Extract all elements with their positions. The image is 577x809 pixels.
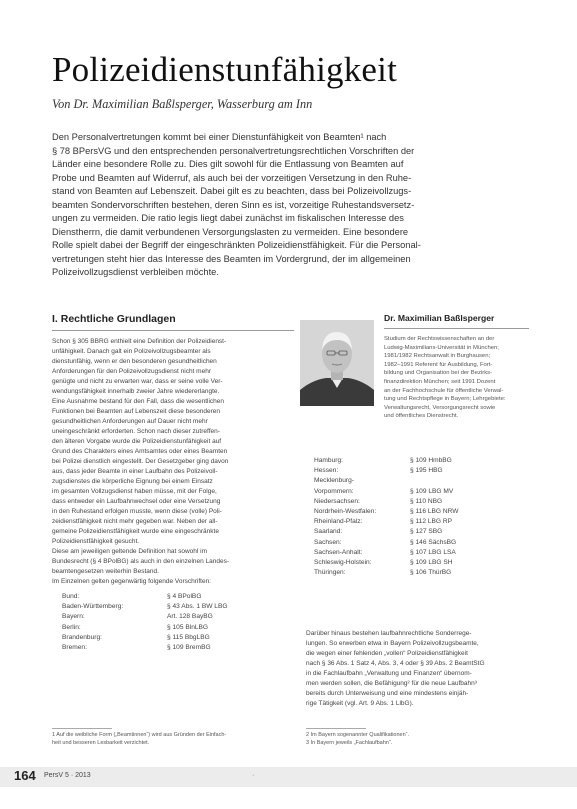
state-name: Vorpommern: (314, 487, 354, 495)
body-line: Im Einzelnen gelten gegenwärtig folgende Vorschriften: (52, 578, 211, 585)
table-row (306, 517, 459, 527)
body-line: Polizeidienstfähigkeit gesucht. (52, 538, 140, 545)
intro-line: beamten Sondervorschriften bestehen, deren Sinn es ist, vorzeitige Ruhestandsversetz- (52, 199, 415, 210)
body-line: uneingeschränkt erforderten. Schon nach dieser zutreffen- (52, 428, 220, 435)
section-body (52, 337, 294, 587)
footnote-rule-right (306, 728, 366, 729)
body-line: rige Tätigkeit (vgl. Art. 9 Abs. 1 LlbG). (306, 700, 414, 707)
state-name: Berlin: (62, 623, 81, 631)
intro-paragraph (52, 131, 522, 280)
footnotes-left (52, 732, 226, 747)
intro-line: Polizeivollzugsdienst verbleiben möchte. (52, 267, 219, 277)
author-name: Dr. Maximilian Baßlsperger (384, 313, 529, 329)
article-byline: Von Dr. Maximilian Baßlsperger, Wasserburg am Inn (52, 97, 313, 111)
law-ref: § 127 SBG (410, 528, 443, 536)
footnote-line: 2 Im Bayern sogenannter Qualifikationen“. (306, 732, 410, 738)
body-line: im gesamten Vollzugsdienst haben müsse, mit der Folge, (52, 488, 217, 495)
bio-line: bildung und Organisation bei der Bezirks- (384, 370, 493, 377)
state-name: Bayern: (62, 613, 85, 621)
intro-line: stand von Beamten auf Lebenszeit. Dabei gilt es zu beachten, dass bei Polizeivollzugs- (52, 186, 412, 196)
table-row (306, 497, 459, 507)
body-line: dass entweder ein Laufbahnwechsel oder eine Versetzung (52, 498, 221, 505)
table-row (52, 623, 227, 633)
body-line: dienstunfähig, wenn er den besonderen gesundheitlichen (52, 358, 217, 365)
law-ref: Art. 128 BayBG (167, 613, 213, 621)
body-line: gemeine Polizeidienstfähigkeit wurde eine eingeschränkte (52, 528, 219, 535)
body-line: zeidienstfähigkeit nicht mehr gegeben war. Neben der all- (52, 518, 218, 525)
body-line: lungen. So erwerben etwa in Bayern Polizeivollzugsbeamte, (306, 640, 479, 647)
state-name: Thüringen: (314, 569, 346, 577)
state-name: Brandenburg: (62, 633, 102, 641)
law-ref: § 110 NBG (410, 497, 443, 505)
footnote-line: 1 Auf die weibliche Form („Beamtinnen“) wird aus Gründen der Einfach- (52, 732, 227, 738)
law-ref: § 4 BPolBG (167, 593, 202, 600)
intro-line: § 78 BPersVG und den entsprechenden personalvertretungsrechtlichen Vorschriften der (52, 145, 415, 156)
intro-line: Probe und Beamten auf Widerruf, als auch bei der vorzeitigen Versetzung in den Ruhe- (52, 172, 412, 183)
table-row (306, 527, 459, 537)
footnote-rule-left (52, 728, 112, 729)
bio-line: Verwaltungsrecht, Versorgungsrecht sowie (384, 404, 496, 411)
table-row (306, 568, 459, 578)
body-line: Grund des Charakters eines Amtsamtes oder eines Beamten (52, 448, 228, 455)
law-ref: § 112 LBG RP (410, 518, 453, 526)
section-heading: I. Rechtliche Grundlagen (52, 313, 294, 331)
body-line: die wegen einer fehlenden „vollen“ Polizeidienstfähigkeit (306, 650, 468, 657)
table-row (306, 476, 459, 486)
author-photo (300, 320, 374, 406)
body-line: den älteren Vorgabe wurde die Polizeidienstunfähigkeit auf (52, 438, 222, 445)
state-name: Schleswig-Holstein: (314, 559, 372, 567)
table-row (52, 633, 227, 643)
intro-line: vertretungen steht hier das Interesse des Beamten im Vordergrund, der im allgemeinen (52, 253, 411, 264)
body-line: Bundesrecht (§ 4 BPolBG) als auch in den einzelnen Landes- (52, 558, 230, 565)
intro-line: Den Personalvertretungen kommt bei einer Dienstunfähigkeit von Beamten¹ nach (52, 132, 387, 142)
law-table-left (52, 592, 227, 653)
state-name: Nordrhein-Westfalen: (314, 508, 377, 516)
intro-line: ungen zu vermeiden. Die ratio legis liegt dabei zunächst im fiskalischen Interesse des (52, 213, 404, 223)
journal-issue: PersV 5 · 2013 (44, 772, 91, 779)
bio-line: finanzdirektion München; seit 1991 Dozent (384, 378, 496, 385)
law-ref (402, 476, 459, 486)
state-name: Sachsen: (314, 538, 342, 546)
body-line: nach § 36 Abs. 1 Satz 4, Abs. 3, 4 oder § 39 Abs. 2 BeamtStG (306, 660, 485, 667)
bio-line: an der Fachhochschule für öffentliche Verwal- (384, 387, 504, 394)
law-table-right (306, 456, 459, 578)
author-box (384, 313, 529, 421)
table-row (306, 487, 459, 497)
body-line: beamtengesetzen weiterhin Bestand. (52, 568, 159, 575)
body-line: Schon § 305 BBRG enthielt eine Definition der Polizeidienst- (52, 338, 227, 345)
law-ref: § 107 LBG LSA (410, 548, 456, 556)
body-line: gesundheitlichen Anforderungen auf Dauer nicht mehr (52, 418, 208, 425)
bio-line: 1982–1991 Referent für Ausbildung, Fort- (384, 361, 493, 368)
state-name: Bund: (62, 593, 80, 600)
body-line: genügte und nicht zu erwarten war, dass er seine volle Ver- (52, 378, 223, 385)
state-name: Saarland: (314, 528, 343, 536)
law-ref: § 43 Abs. 1 BW LBG (167, 603, 228, 611)
law-ref: § 109 BremBG (167, 644, 211, 652)
body-line: aus, dass jeder Beamte in einer Laufbahn des Polizeivoll- (52, 468, 218, 475)
law-ref: § 116 LBG NRW (410, 508, 459, 516)
state-name: Bremen: (62, 644, 87, 652)
intro-line: Länder eine besondere Rolle zu. Dies gilt sowohl für die Entlassung von Beamten auf (52, 159, 404, 169)
body-line: wendungsfähigkeit innerhalb zweier Jahre wiedererlangte. (52, 388, 220, 395)
table-row (306, 456, 459, 466)
body-line: in die Fachlaufbahn „Verwaltung und Finanzen“ übernom- (306, 670, 472, 677)
footer-dot: · (252, 772, 255, 779)
table-row (306, 558, 459, 568)
table-row (52, 612, 227, 622)
body-line: Eine Ausnahme bestand für den Fall, dass die wesentlichen (52, 398, 224, 405)
law-ref: § 105 BlnLBG (167, 623, 209, 631)
body-line: bei Polizei dienstlich eingestellt. Der Gesetzgeber ging davon (52, 458, 229, 465)
body-line: Anforderungen für den Polizeivollzugsdienst nicht mehr (52, 368, 211, 375)
body-line: Diese am jeweiligen geltende Definition hat sowohl im (52, 548, 208, 555)
law-ref: § 106 ThürBG (410, 569, 452, 577)
bio-line: Ludwig-Maximilians-Universität in München; (384, 344, 499, 351)
table-row (52, 592, 227, 602)
bio-line: und öffentliches Dienstrecht. (384, 413, 459, 420)
state-name: Baden-Württemberg: (62, 603, 124, 611)
table-row (52, 602, 227, 612)
footnote-line: 3 In Bayern jeweils „Fachlaufbahn“. (306, 739, 393, 746)
table-row (306, 548, 459, 558)
page-number: 164 (14, 768, 36, 783)
law-ref: § 195 HBG (410, 467, 443, 475)
law-ref: § 109 HmbBG (410, 457, 452, 464)
state-name: Rheinland-Pfalz: (314, 518, 363, 526)
author-bio (384, 335, 529, 421)
body-line: zugsdienstes die körperliche Eignung bei einem Einsatz (52, 478, 213, 485)
table-row (52, 643, 227, 653)
body-line: men werden sollen, die Befähigung² für die neue Laufbahn³ (306, 680, 477, 687)
intro-line: Dienstherrn, die damit verbundenen Versorgungslasten zu vermeiden. Eine besondere (52, 226, 409, 237)
body-line: Funktionen bei Beamten auf Lebenszeit diese besonderen (52, 408, 221, 415)
state-name: Sachsen-Anhalt: (314, 548, 363, 556)
body-line: unfähigkeit. Danach galt ein Polizeivollzugsbeamter als (52, 348, 211, 355)
state-name: Mecklenburg- (314, 477, 354, 485)
table-row (306, 466, 459, 476)
law-ref: § 115 BbgLBG (167, 633, 210, 641)
intro-line: Rolle spielt dabei der Begriff der eingeschränkten Polizeidienstfähigkeit. Für die Personal- (52, 240, 421, 250)
author-portrait-image (300, 320, 374, 406)
article-title: Polizeidienstunfähigkeit (52, 50, 398, 89)
left-column (52, 313, 294, 653)
state-name: Hamburg: (314, 457, 343, 464)
bio-line: 1981/1982 Rechtsanwalt in Burghausen; (384, 353, 491, 360)
table-row (306, 507, 459, 517)
law-ref: § 109 LBG SH (410, 559, 453, 567)
body-line: bereits durch Unterweisung und eine mindestens einjäh- (306, 690, 469, 697)
body-line: Darüber hinaus bestehen laufbahnrechtliche Sonderrege- (306, 630, 472, 637)
body-line: in den Ruhestand erfolgen musste, wenn diese (volle) Poli- (52, 508, 222, 515)
state-name: Niedersachsen: (314, 497, 360, 505)
right-column-paragraph (306, 629, 528, 709)
law-ref: § 109 LBG MV (410, 487, 454, 495)
bio-line: Studium der Rechtswissenschaften an der (384, 336, 495, 342)
footnotes-right (306, 732, 409, 747)
bio-line: tung und Rechtspflege in Bayern; Lehrgebiete: (384, 396, 506, 403)
law-ref: § 146 SächsBG (410, 538, 457, 546)
footnote-line: heit und besseren Lesbarkeit verzichtet. (52, 739, 150, 746)
table-row (306, 538, 459, 548)
state-name: Hessen: (314, 467, 339, 475)
